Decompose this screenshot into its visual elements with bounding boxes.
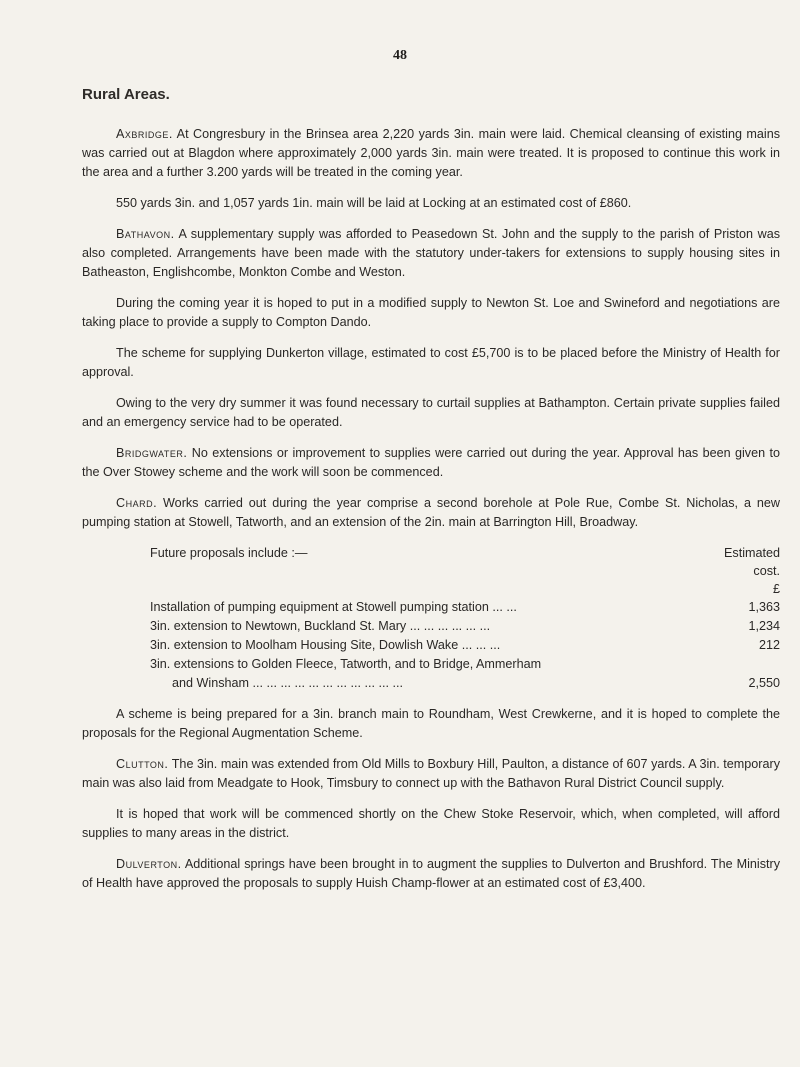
proposals-header-row: [82, 544, 780, 598]
district-name-chard: Chard.: [116, 496, 158, 510]
future-proposals-table: [82, 544, 780, 693]
leader-dots: ... ... ... ... ... ...: [406, 619, 491, 633]
leader-dots: ... ... ... ... ... ... ... ... ... ... ...: [249, 676, 403, 690]
proposal-amount: 2,550: [748, 676, 780, 690]
proposal-row: [82, 636, 780, 655]
paragraph-text: At Congresbury in the Brinsea area 2,220 yards 3in. main were laid. Chemical cleansing of existing mains was carried out at Blagdon where approximately 2,000 yards 3in. main were treated. It is proposed to continue this work in the area and a further 3.200 yards will be treated in the coming year.: [82, 127, 780, 179]
district-name-bathavon: Bathavon.: [116, 227, 175, 241]
cost-header-line: £: [772, 582, 780, 596]
paragraph-bathavon-4: Owing to the very dry summer it was found necessary to curtail supplies at Bathampton. Certain private supplies failed and an emergency service had to be operated.: [82, 396, 780, 429]
cost-header-line: cost.: [753, 564, 780, 578]
proposals-intro: Future proposals include :—: [150, 546, 308, 560]
proposal-description: Installation of pumping equipment at Stowell pumping station: [150, 600, 489, 614]
proposal-amount: 1,234: [748, 619, 780, 633]
proposal-description-continued: and Winsham: [172, 676, 249, 690]
paragraph-axbridge-1: [82, 125, 780, 182]
leader-dots: ... ... ...: [458, 638, 501, 652]
proposal-amount: 1,363: [748, 600, 780, 614]
paragraph-bathavon-1: [82, 225, 780, 282]
paragraph-axbridge-2: 550 yards 3in. and 1,057 yards 1in. main will be laid at Locking at an estimated cost of £860.: [116, 196, 632, 210]
paragraph-text: Additional springs have been brought in to augment the supplies to Dulverton and Brushford. The Ministry of Health have approved the proposals to supply Huish Champ-flower at an estimated cost of £3,400.: [82, 857, 780, 890]
page-number: 48: [393, 48, 407, 63]
paragraph-clutton-1: [82, 755, 780, 793]
district-name-dulverton: Dulverton.: [116, 857, 182, 871]
district-name-clutton: Clutton.: [116, 757, 169, 771]
paragraph-text: A supplementary supply was afforded to Peasedown St. John and the supply to the parish of Priston was also completed. Arrangements have been made with the statutory under-takers for extensions to supply housing sites in Batheaston, Englishcombe, Monkton Combe and Weston.: [82, 227, 780, 279]
district-name-bridgwater: Bridgwater.: [116, 446, 188, 460]
paragraph-text: Works carried out during the year comprise a second borehole at Pole Rue, Combe St. Nicholas, a new pumping station at Stowell, Tatworth, and an extension of the 2in. main at Barrington Hill, Broadway.: [82, 496, 780, 529]
cost-header-line: Estimated: [724, 546, 780, 560]
proposal-description: 3in. extensions to Golden Fleece, Tatworth, and to Bridge, Ammerham: [150, 657, 542, 671]
section-heading: Rural Areas.: [82, 86, 170, 103]
body-text: [82, 125, 780, 905]
paragraph-text: The 3in. main was extended from Old Mills to Boxbury Hill, Paulton, a distance of 607 yards. A 3in. temporary main was also laid from Meadgate to Hook, Timsbury to connect up with the Bathavon Rural District Council supply.: [82, 757, 780, 790]
paragraph-bathavon-3: The scheme for supplying Dunkerton village, estimated to cost £5,700 is to be placed before the Ministry of Health for approval.: [82, 346, 780, 379]
proposal-amount: 212: [758, 638, 780, 652]
paragraph-dulverton-1: [82, 855, 780, 893]
paragraph-clutton-2: It is hoped that work will be commenced shortly on the Chew Stoke Reservoir, which, when completed, will afford supplies to many areas in the district.: [82, 807, 780, 840]
proposal-description: 3in. extension to Newtown, Buckland St. Mary: [150, 619, 407, 633]
proposal-row: [82, 598, 780, 617]
proposal-description: 3in. extension to Moolham Housing Site, Dowlish Wake: [150, 638, 459, 652]
paragraph-text: No extensions or improvement to supplies were carried out during the year. Approval has been given to the Over Stowey scheme and the work will soon be commenced.: [82, 446, 780, 479]
paragraph-chard-1: [82, 494, 780, 532]
paragraph-bathavon-2: During the coming year it is hoped to put in a modified supply to Newton St. Loe and Swineford and negotiations are taking place to provide a supply to Compton Dando.: [82, 296, 780, 329]
paragraph-chard-2: A scheme is being prepared for a 3in. branch main to Roundham, West Crewkerne, and it is hoped to complete the proposals for the Regional Augmentation Scheme.: [82, 707, 780, 740]
leader-dots: ... ...: [488, 600, 517, 614]
proposal-row: [82, 617, 780, 636]
district-name-axbridge: Axbridge.: [116, 127, 173, 141]
cost-column-header: [690, 544, 780, 598]
proposal-row: [82, 655, 780, 693]
paragraph-bridgwater-1: [82, 444, 780, 482]
